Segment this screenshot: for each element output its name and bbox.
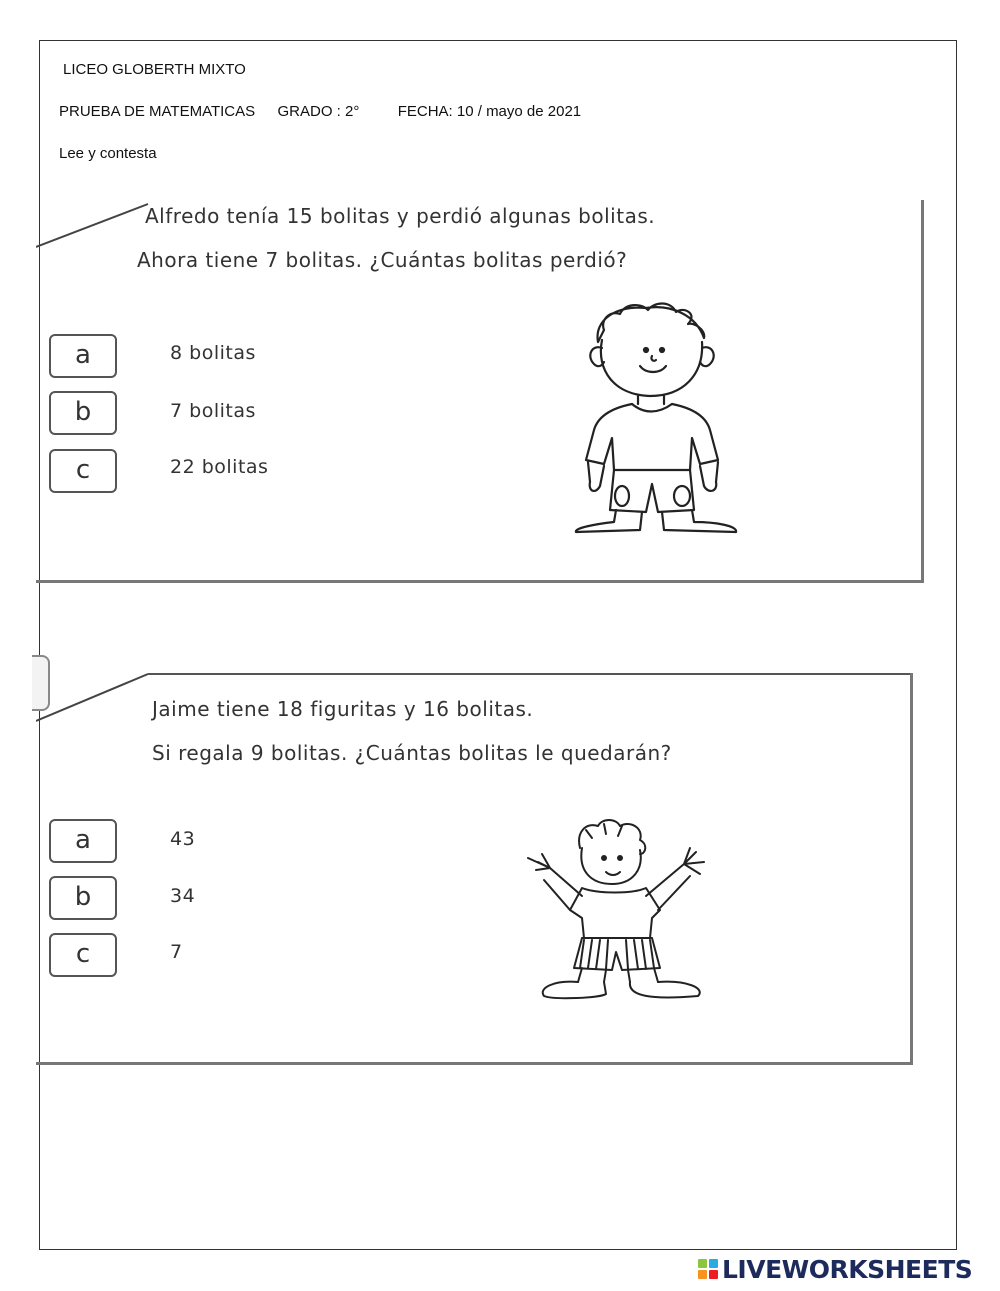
option-a-box-2[interactable]: a bbox=[49, 819, 117, 863]
option-c-text-2: 7 bbox=[170, 941, 183, 963]
option-b-text: 7 bolitas bbox=[170, 400, 256, 422]
option-a-box[interactable]: a bbox=[49, 334, 117, 378]
question-card-2 bbox=[36, 673, 913, 1065]
grade: GRADO : 2° bbox=[277, 103, 360, 120]
school-name: LICEO GLOBERTH MIXTO bbox=[63, 61, 246, 78]
subject-line bbox=[59, 103, 581, 120]
option-a-text: 8 bolitas bbox=[170, 342, 256, 364]
option-c-box-2[interactable]: c bbox=[49, 933, 117, 977]
question-1-line-2: Ahora tiene 7 bolitas. ¿Cuántas bolitas perdió? bbox=[137, 248, 628, 272]
option-b-box[interactable]: b bbox=[49, 391, 117, 435]
question-2-line-1: Jaime tiene 18 figuritas y 16 bolitas. bbox=[152, 697, 534, 721]
question-1-line-1: Alfredo tenía 15 bolitas y perdió algunas bolitas. bbox=[145, 204, 656, 228]
standing-boy-illustration bbox=[566, 300, 746, 535]
question-2-line-2: Si regala 9 bolitas. ¿Cuántas bolitas le quedarán? bbox=[152, 741, 672, 765]
brand-name: LIVEWORKSHEETS bbox=[722, 1254, 973, 1284]
liveworksheets-logo bbox=[698, 1254, 972, 1284]
option-a-text-2: 43 bbox=[170, 828, 196, 850]
option-b-text-2: 34 bbox=[170, 885, 196, 907]
waving-boy-illustration bbox=[520, 818, 720, 1003]
logo-blocks-icon bbox=[698, 1259, 718, 1279]
option-b-box-2[interactable]: b bbox=[49, 876, 117, 920]
date: FECHA: 10 / mayo de 2021 bbox=[397, 103, 582, 120]
option-c-box[interactable]: c bbox=[49, 449, 117, 493]
instruction: Lee y contesta bbox=[59, 145, 157, 162]
option-c-text: 22 bolitas bbox=[170, 456, 269, 478]
subject: PRUEBA DE MATEMATICAS bbox=[59, 103, 256, 120]
